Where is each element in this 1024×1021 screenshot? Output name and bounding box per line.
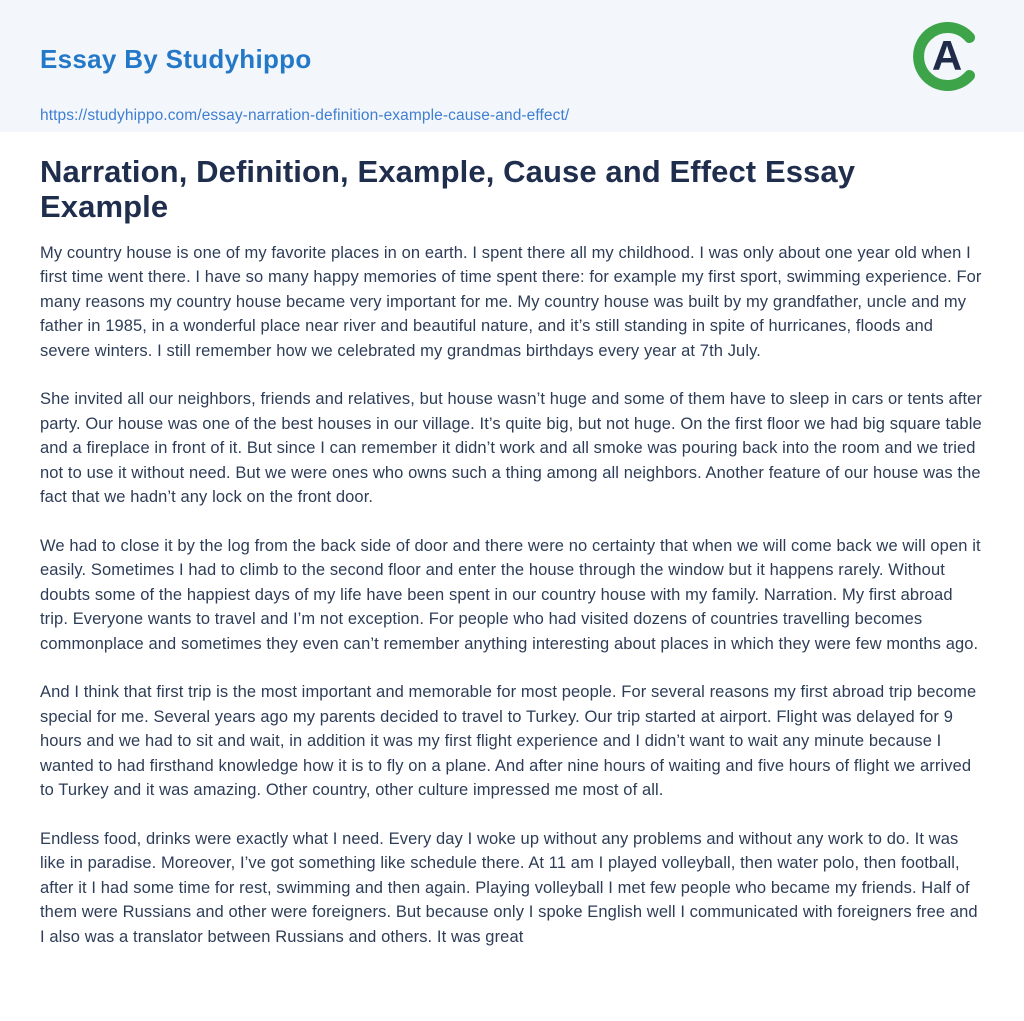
essay-paragraph-3: We had to close it by the log from the back side of door and there were no certainty that when we will come back we will open it easily. Sometimes I had to climb to the second floor and enter the house through the window but it happens rarely. Without doubts some of the happiest days of my life have been spent in our country house with my family. Narration. My first abroad trip. Everyone wants to travel and I’m not exception. For people who had visited dozens of countries travelling becomes commonplace and sometimes they even can’t remember anything interesting about places in which they were few months ago. <box>40 536 981 653</box>
logo-ring-icon <box>910 18 986 94</box>
essay-paragraph-2: She invited all our neighbors, friends and relatives, but house wasn’t huge and some of them have to sleep in cars or tents after party. Our house was one of the best houses in our village. It’s quite big, but not huge. On the first floor we had big square table and a fireplace in front of it. But since I can remember it didn’t work and all smoke was pouring back into the room and we tried not to use it without need. But we were ones who owns such a thing among all neighbors. Another feature of our house was the fact that we hadn’t any lock on the front door. <box>40 390 983 507</box>
essay-title: Narration, Definition, Example, Cause and Effect Essay Example <box>40 154 856 225</box>
studyhippo-logo <box>910 18 986 94</box>
essay-paragraph-1: My country house is one of my favorite places in on earth. I spent there all my childhood. I was only about one year old when I first time went there. I have so many happy memories of time spent there: for example my first sport, swimming experience. For many reasons my country house became very important for me. My country house was built by my grandfather, uncle and my father in 1985, in a wonderful place near river and beautiful nature, and it’s still standing in spite of hurricanes, floods and severe winters. I still remember how we celebrated my grandmas birthdays every year at 7th July. <box>40 243 982 360</box>
site-header <box>0 0 1024 132</box>
site-title: Essay By Studyhippo <box>40 44 312 74</box>
logo-letter: A <box>931 32 963 79</box>
essay-paragraph-5: Endless food, drinks were exactly what I need. Every day I woke up without any problems and without any work to do. It was like in paradise. Moreover, I’ve got something like schedule there. At 11 am I played volleyball, then water polo, then football, after it I had some time for rest, swimming and then again. Playing volleyball I met few people who became my friends. Half of them were Russians and other were foreigners. But because only I spoke English well I communicated with foreigners free and I also was a translator between Russians and others. It was great <box>40 829 978 946</box>
essay-content <box>0 132 1024 949</box>
source-url-link[interactable]: https://studyhippo.com/essay-narration-definition-example-cause-and-effect/ <box>40 107 570 124</box>
essay-paragraph-4: And I think that first trip is the most important and memorable for most people. For several reasons my first abroad trip become special for me. Several years ago my parents decided to travel to Turkey. Our trip started at airport. Flight was delayed for 9 hours and we had to sit and wait, in addition it was my first flight experience and I didn’t want to wait any minute because I wanted to had firsthand knowledge how it is to fly on a plane. And after nine hours of waiting and five hours of flight we arrived to Turkey and it was amazing. Other country, other culture impressed me most of all. <box>40 683 977 800</box>
